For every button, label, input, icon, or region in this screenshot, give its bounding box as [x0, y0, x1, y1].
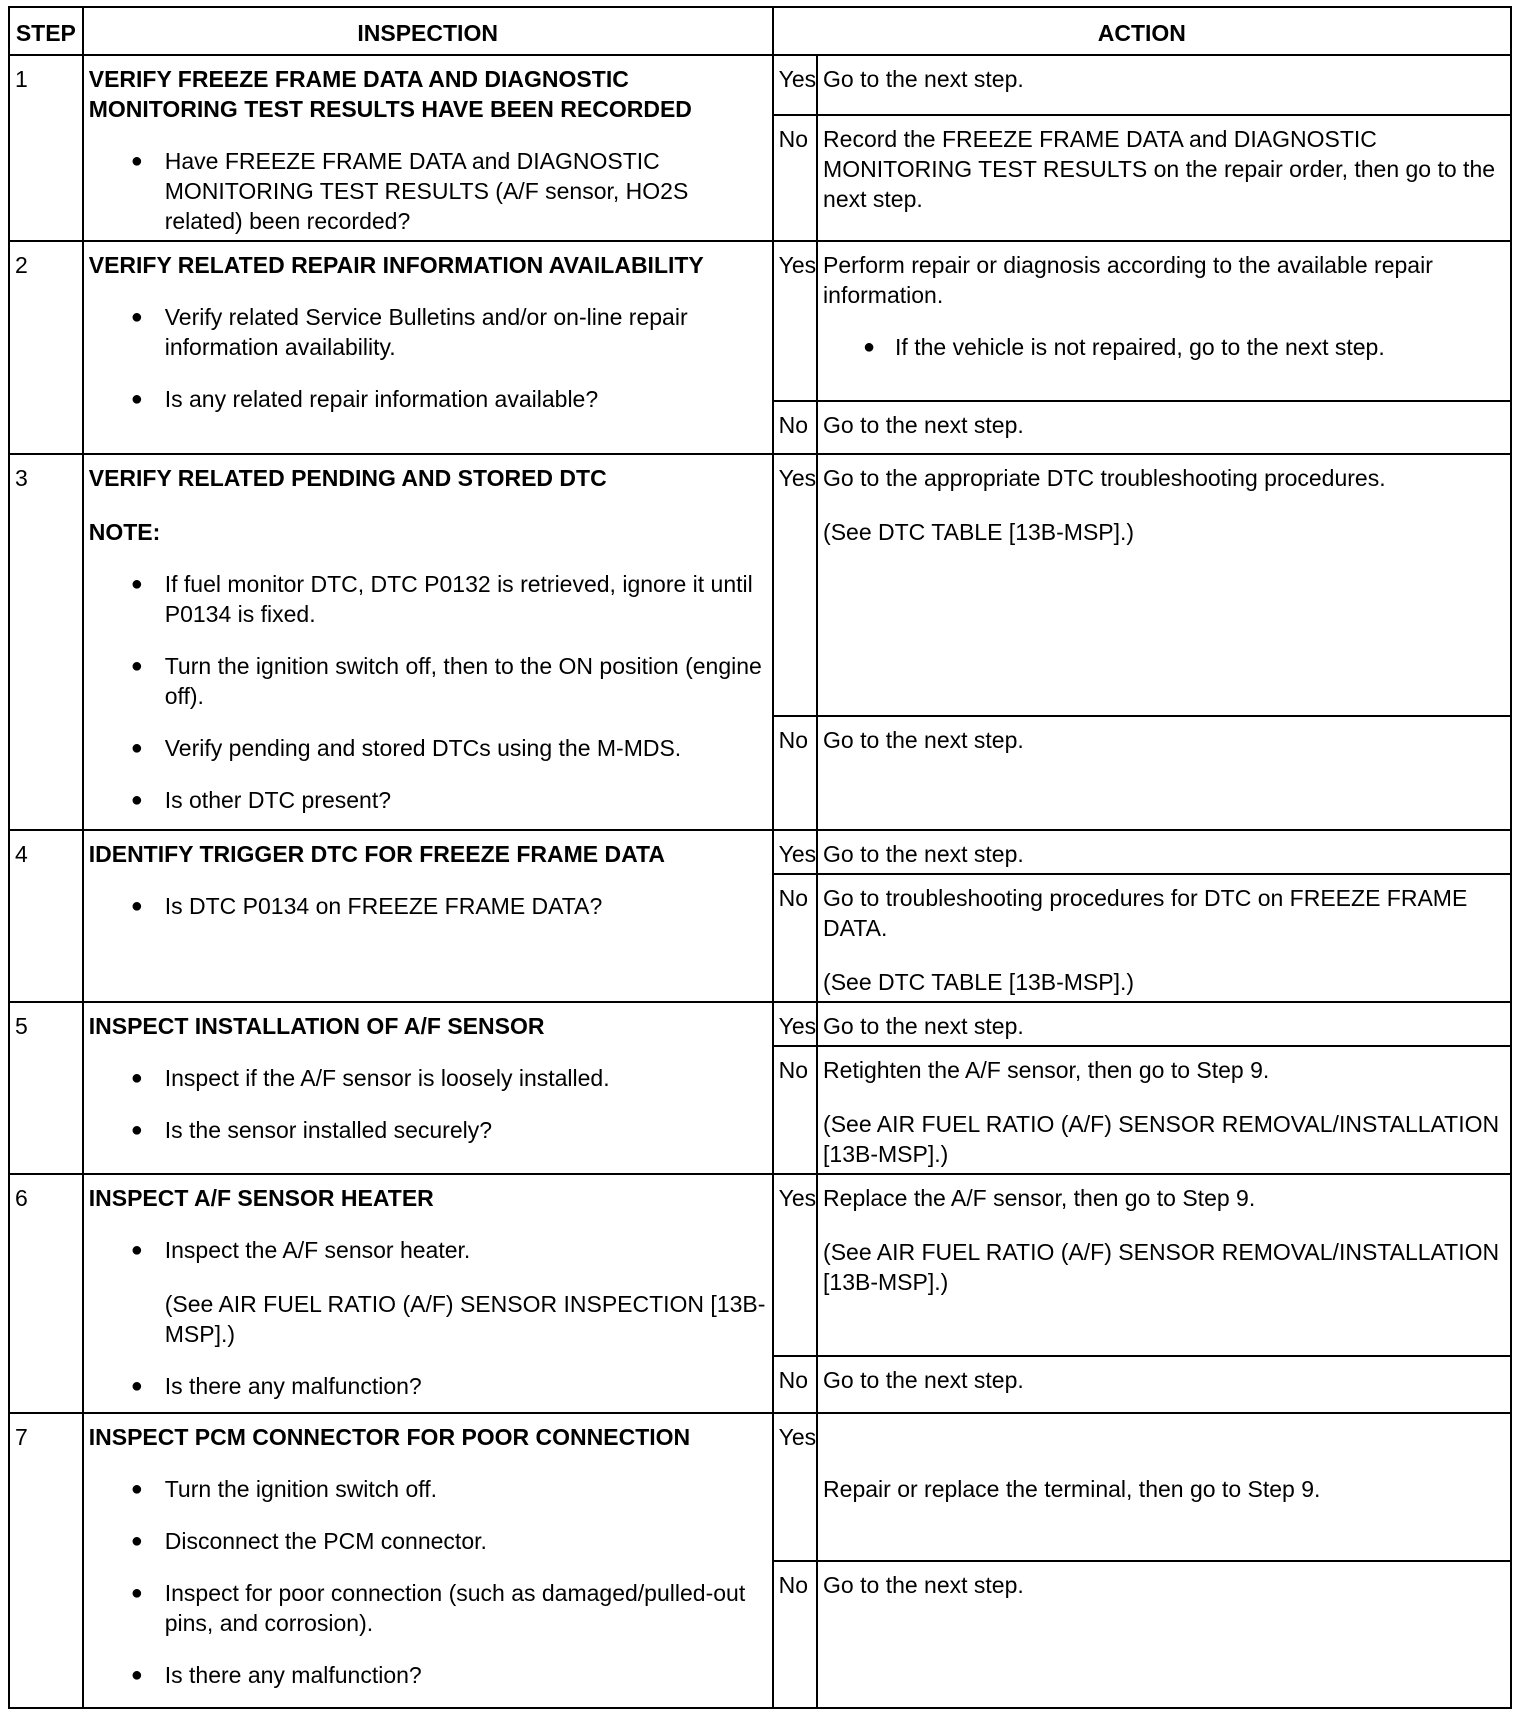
action-text: Go to the next step. [823, 1367, 1024, 1393]
step-number: 4 [9, 830, 83, 1002]
no-action [817, 874, 1511, 1002]
bullet-item: ● Turn the ignition switch off. [165, 1474, 767, 1504]
bullet-item: ● Is there any malfunction? [165, 1371, 767, 1401]
step-column-header: STEP [9, 7, 83, 55]
yes-label: Yes [773, 55, 817, 115]
step-number: 5 [9, 1002, 83, 1174]
bullet-item: ● Inspect if the A/F sensor is loosely installed. [165, 1063, 767, 1093]
no-action [817, 401, 1511, 454]
bullet-item: ● Verify pending and stored DTCs using the M-MDS. [165, 733, 767, 763]
bullet-item: ● Is there any malfunction? [165, 1660, 767, 1690]
bullet-item: ● Is DTC P0134 on FREEZE FRAME DATA? [165, 891, 767, 921]
action-text: Go to the next step. [823, 412, 1024, 438]
yes-action [817, 1174, 1511, 1356]
action-text: Go to the next step. [823, 1572, 1024, 1598]
action-column-header: ACTION [773, 7, 1511, 55]
step-row-5-yes [9, 1002, 1511, 1046]
no-action [817, 1356, 1511, 1413]
yes-label: Yes [773, 241, 817, 401]
bullet-item: ● Disconnect the PCM connector. [165, 1526, 767, 1556]
bullet-item: ● If fuel monitor DTC, DTC P0132 is retrieved, ignore it until P0134 is fixed. [165, 569, 767, 629]
inspection-cell [83, 454, 773, 830]
bullet-item [165, 1235, 767, 1349]
step-title: IDENTIFY TRIGGER DTC FOR FREEZE FRAME DATA [88, 841, 666, 867]
inspection-bullets [89, 1063, 767, 1145]
bullet-item: ● Is other DTC present? [165, 785, 767, 815]
inspection-cell [83, 1413, 773, 1708]
inspection-cell [83, 1002, 773, 1174]
action-text: Repair or replace the terminal, then go to Step 9. [823, 1476, 1321, 1502]
inspection-cell [83, 55, 773, 241]
reference-link[interactable]: (See DTC TABLE [13B-MSP].) [823, 969, 1135, 995]
inspection-bullets [89, 569, 767, 815]
yes-action [817, 830, 1511, 874]
action-text: Go to the next step. [823, 66, 1024, 92]
inspection-bullets [89, 1474, 767, 1690]
bullet-item: ● Is the sensor installed securely? [165, 1115, 767, 1145]
action-text: Record the FREEZE FRAME DATA and DIAGNOSTIC MONITORING TEST RESULTS on the repair order, then go to the next step. [823, 125, 1496, 212]
step-title: VERIFY RELATED PENDING AND STORED DTC [88, 465, 607, 491]
bullet-item: ● If the vehicle is not repaired, go to the next step. [895, 332, 1505, 362]
step-row-3-yes [9, 454, 1511, 716]
diagnostic-procedure-table [8, 6, 1512, 1709]
no-label: No [773, 716, 817, 830]
step-number: 3 [9, 454, 83, 830]
inspection-cell [83, 1174, 773, 1413]
action-text: Go to the next step. [823, 727, 1024, 753]
step-number: 7 [9, 1413, 83, 1708]
reference-link[interactable]: (See AIR FUEL RATIO (A/F) SENSOR INSPECTION [13B-MSP].) [164, 1291, 766, 1347]
step-row-7-yes [9, 1413, 1511, 1561]
yes-action [817, 1002, 1511, 1046]
action-text: Perform repair or diagnosis according to the available repair information. [823, 252, 1433, 308]
action-text: Go to troubleshooting procedures for DTC on FREEZE FRAME DATA. [823, 885, 1468, 941]
step-row-1-yes [9, 55, 1511, 115]
reference-link[interactable]: (See AIR FUEL RATIO (A/F) SENSOR REMOVAL/INSTALLATION [13B-MSP].) [823, 1111, 1500, 1167]
step-title: VERIFY FREEZE FRAME DATA AND DIAGNOSTIC MONITORING TEST RESULTS HAVE BEEN RECORDED [88, 66, 692, 122]
action-text: Retighten the A/F sensor, then go to Step 9. [823, 1057, 1270, 1083]
step-number: 6 [9, 1174, 83, 1413]
no-label: No [773, 115, 817, 241]
action-text: Replace the A/F sensor, then go to Step 9. [823, 1185, 1256, 1211]
yes-action [817, 1413, 1511, 1561]
bullet-item: ● Verify related Service Bulletins and/or on-line repair information availability. [165, 302, 767, 362]
inspection-cell [83, 241, 773, 454]
reference-link[interactable]: (See DTC TABLE [13B-MSP].) [823, 519, 1135, 545]
inspection-bullets [89, 1235, 767, 1401]
no-action [817, 1046, 1511, 1174]
yes-action [817, 55, 1511, 115]
action-text: Go to the next step. [823, 1013, 1024, 1039]
no-label: No [773, 1356, 817, 1413]
yes-label: Yes [773, 1174, 817, 1356]
step-number: 2 [9, 241, 83, 454]
yes-label: Yes [773, 830, 817, 874]
yes-action [817, 241, 1511, 401]
no-label: No [773, 1046, 817, 1174]
no-action [817, 1561, 1511, 1708]
yes-label: Yes [773, 1002, 817, 1046]
action-bullets [823, 332, 1505, 362]
action-text: Go to the next step. [823, 841, 1024, 867]
yes-action [817, 454, 1511, 716]
step-title: INSPECT A/F SENSOR HEATER [88, 1185, 434, 1211]
bullet-item: ● Is any related repair information available? [165, 384, 767, 414]
step-row-6-yes [9, 1174, 1511, 1356]
inspection-bullets [89, 302, 767, 414]
bullet-text: Inspect the A/F sensor heater. [164, 1237, 471, 1263]
inspection-cell [83, 830, 773, 1002]
step-title: INSPECT INSTALLATION OF A/F SENSOR [88, 1013, 545, 1039]
inspection-bullets [89, 891, 767, 921]
no-label: No [773, 874, 817, 1002]
yes-label: Yes [773, 1413, 817, 1561]
note-label: NOTE: [88, 519, 161, 545]
bullet-item: ● Inspect for poor connection (such as damaged/pulled-out pins, and corrosion). [165, 1578, 767, 1638]
step-row-4-yes [9, 830, 1511, 874]
inspection-bullets [89, 146, 767, 236]
step-title: INSPECT PCM CONNECTOR FOR POOR CONNECTION [88, 1424, 691, 1450]
no-label: No [773, 1561, 817, 1708]
bullet-item: ● Have FREEZE FRAME DATA and DIAGNOSTIC MONITORING TEST RESULTS (A/F sensor, HO2S related) been recorded? [165, 146, 767, 236]
yes-label: Yes [773, 454, 817, 716]
step-row-2-yes [9, 241, 1511, 401]
no-action [817, 115, 1511, 241]
bullet-item: ● Turn the ignition switch off, then to the ON position (engine off). [165, 651, 767, 711]
step-title: VERIFY RELATED REPAIR INFORMATION AVAILABILITY [88, 252, 704, 278]
inspection-column-header: INSPECTION [83, 7, 773, 55]
step-number: 1 [9, 55, 83, 241]
no-label: No [773, 401, 817, 454]
no-action [817, 716, 1511, 830]
header-row [9, 7, 1511, 55]
reference-link[interactable]: (See AIR FUEL RATIO (A/F) SENSOR REMOVAL/INSTALLATION [13B-MSP].) [823, 1239, 1500, 1295]
action-text: Go to the appropriate DTC troubleshooting procedures. [823, 465, 1386, 491]
